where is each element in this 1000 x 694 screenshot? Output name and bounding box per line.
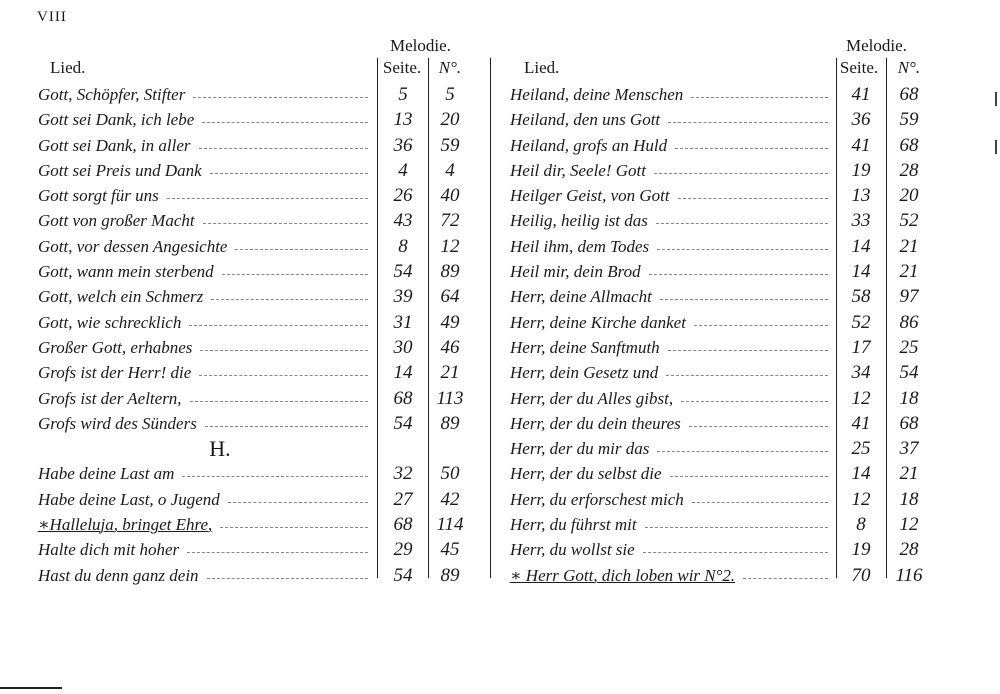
- index-row: [508, 183, 948, 208]
- index-column-right: [508, 34, 948, 588]
- hymn-title: Hast du denn ganz dein: [38, 565, 199, 585]
- hymn-title: Herr, du wollst sie: [510, 540, 635, 560]
- page-ref: 14: [851, 261, 871, 283]
- index-row: [36, 107, 474, 132]
- hymn-number: 86: [899, 311, 919, 333]
- leader-dots: [200, 350, 368, 351]
- leader-dots: [202, 122, 368, 123]
- no-header: N°.: [438, 58, 462, 77]
- hymn-number: 68: [899, 134, 919, 156]
- leader-dots: [743, 578, 828, 579]
- hymn-title: Gott, vor dessen Angesichte: [38, 236, 228, 256]
- leader-dots: [222, 274, 368, 275]
- index-row: [36, 563, 474, 588]
- index-row: [508, 411, 948, 436]
- hymn-number: 116: [895, 564, 923, 586]
- leader-dots: [228, 502, 368, 503]
- leader-dots: [681, 401, 828, 402]
- hymn-number: 68: [899, 84, 919, 105]
- leader-dots: [205, 426, 368, 427]
- hymn-title: Heil dir, Seele! Gott: [510, 160, 646, 180]
- leader-dots: [654, 173, 828, 174]
- page-ref: 52: [851, 311, 871, 333]
- hymn-title: Heilig, heilig ist das: [510, 211, 648, 231]
- index-row: [508, 158, 948, 183]
- page-ref: 58: [851, 286, 871, 308]
- hymn-number: 50: [440, 463, 460, 485]
- page-ref: 41: [851, 84, 871, 105]
- page-ref: 68: [393, 387, 413, 409]
- hymn-title: Herr, deine Allmacht: [510, 287, 652, 307]
- leader-dots: [189, 325, 368, 326]
- hymn-title: Gott, Schöpfer, Stifter: [38, 85, 186, 104]
- hymn-title: Herr, deine Kirche danket: [510, 312, 686, 332]
- hymn-number: 28: [899, 539, 919, 561]
- hymn-title: Gott sei Preis und Dank: [38, 160, 202, 180]
- hymn-number: 113: [436, 387, 464, 409]
- hymn-number: 4: [445, 159, 455, 181]
- page-ref: 54: [393, 261, 413, 283]
- leader-dots: [691, 97, 828, 98]
- section-row: [36, 436, 474, 461]
- footer-rule: [0, 687, 62, 689]
- hymn-title: Gott von großer Macht: [38, 211, 195, 231]
- leader-dots: [199, 375, 368, 376]
- column-rule: [377, 58, 378, 578]
- page-ref: 12: [851, 488, 871, 510]
- index-row: [36, 360, 474, 385]
- hymn-number: 89: [440, 412, 460, 434]
- hymn-title: Grofs ist der Aeltern,: [38, 388, 182, 408]
- hymn-title: Halte dich mit hoher: [38, 540, 180, 560]
- hymn-number: 42: [440, 488, 460, 510]
- lied-header: Lied.: [524, 58, 560, 77]
- leader-dots: [220, 527, 368, 528]
- hymn-title: Heilger Geist, von Gott: [510, 186, 670, 206]
- entry-list-right: [508, 82, 948, 588]
- lied-header: Lied.: [50, 58, 86, 77]
- hymn-number: 18: [899, 387, 919, 409]
- page-ref: 31: [393, 311, 413, 333]
- leader-dots: [666, 375, 828, 376]
- hymn-title: Grofs ist der Herr! die: [38, 363, 192, 383]
- column-rule: [490, 58, 491, 578]
- seite-header: Seite.: [839, 58, 879, 77]
- hymn-number: 89: [440, 564, 460, 586]
- hymn-title: Gott, welch ein Schmerz: [38, 287, 204, 307]
- leader-dots: [643, 552, 828, 553]
- hymn-number: 37: [899, 438, 919, 460]
- page-ref: 14: [393, 362, 413, 384]
- hymn-title: Heiland, den uns Gott: [510, 110, 661, 130]
- index-row: [508, 487, 948, 512]
- index-row: [508, 461, 948, 486]
- index-row: [508, 284, 948, 309]
- page-ref: 32: [393, 463, 413, 485]
- leader-dots: [182, 476, 368, 477]
- page-ref: 41: [851, 134, 871, 156]
- hymn-title: Herr, der du selbst die: [510, 464, 662, 484]
- hymn-number: 40: [440, 185, 460, 207]
- leader-dots: [190, 401, 368, 402]
- hymn-title: Großer Gott, erhabnes: [38, 337, 193, 357]
- page-ref: 8: [856, 514, 866, 536]
- hymn-number: 54: [899, 362, 919, 384]
- page-ref: 25: [851, 438, 871, 460]
- hymn-number: 12: [440, 235, 460, 257]
- hymn-title: Gott sorgt für uns: [38, 186, 159, 206]
- index-row: [508, 436, 948, 461]
- leader-dots: [203, 223, 368, 224]
- leader-dots: [649, 274, 828, 275]
- page-ref: 19: [851, 159, 871, 181]
- hymn-title: Herr, deine Sanftmuth: [510, 337, 660, 357]
- leader-dots: [199, 148, 368, 149]
- leader-dots: [678, 198, 828, 199]
- page-ref: 33: [851, 210, 871, 232]
- index-row: [508, 259, 948, 284]
- index-row: [508, 386, 948, 411]
- page-number: VIII: [37, 9, 67, 25]
- hymn-title: Gott, wann mein sterbend: [38, 262, 214, 282]
- hymn-title: Habe deine Last, o Jugend: [38, 489, 220, 509]
- index-row: [36, 158, 474, 183]
- index-row: [36, 310, 474, 335]
- page-ref: 70: [851, 564, 871, 586]
- index-row: [36, 133, 474, 158]
- leader-dots: [211, 299, 368, 300]
- index-row: [36, 411, 474, 436]
- edge-mark: [995, 92, 997, 106]
- index-row: [36, 183, 474, 208]
- hymn-title: Grofs wird des Sünders: [38, 413, 197, 433]
- hymn-number: 97: [899, 286, 919, 308]
- index-row: [508, 512, 948, 537]
- hymn-number: 25: [899, 336, 919, 358]
- index-row: [36, 208, 474, 233]
- leader-dots: [660, 299, 828, 300]
- hymn-title: Gott sei Dank, in aller: [38, 135, 191, 155]
- hymn-number: 21: [899, 463, 919, 485]
- hymn-number: 59: [899, 109, 919, 131]
- column-header-left: [36, 34, 474, 82]
- hymn-number: 21: [440, 362, 460, 384]
- hymn-title: Heil ihm, dem Todes: [510, 236, 650, 256]
- leader-dots: [657, 249, 828, 250]
- index-row: [36, 461, 474, 486]
- index-row: [36, 335, 474, 360]
- page-ref: 27: [393, 488, 413, 510]
- index-row: [508, 537, 948, 562]
- column-rule: [886, 58, 887, 578]
- leader-dots: [657, 451, 828, 452]
- leader-dots: [210, 173, 368, 174]
- hymn-title: Herr, der du Alles gibst,: [510, 388, 674, 408]
- hymn-title: ∗Halleluja, bringet Ehre,: [38, 515, 213, 535]
- hymn-title: Herr, du erforschest mich: [510, 489, 684, 509]
- hymn-number: 45: [440, 539, 460, 561]
- hymn-number: 5: [445, 84, 455, 105]
- leader-dots: [207, 578, 368, 579]
- index-row: [508, 563, 948, 588]
- index-row: [36, 82, 474, 107]
- page-ref: 8: [398, 235, 408, 257]
- hymn-title: Heiland, deine Menschen: [510, 85, 684, 104]
- index-row: [508, 335, 948, 360]
- hymn-title: Herr, der du dein theures: [510, 413, 681, 433]
- entry-list-left: [36, 82, 474, 588]
- leader-dots: [670, 476, 828, 477]
- hymn-number: 18: [899, 488, 919, 510]
- page-ref: 19: [851, 539, 871, 561]
- hymn-title: Habe deine Last am: [38, 464, 175, 484]
- melodie-header: Melodie.: [846, 36, 907, 55]
- index-row: [36, 234, 474, 259]
- hymn-number: 114: [436, 514, 464, 536]
- hymn-number: 68: [899, 412, 919, 434]
- page-ref: 43: [393, 210, 413, 232]
- leader-dots: [187, 552, 368, 553]
- hymn-number: 21: [899, 261, 919, 283]
- index-row: [508, 82, 948, 107]
- leader-dots: [692, 502, 828, 503]
- page-ref: 30: [393, 336, 413, 358]
- index-row: [36, 537, 474, 562]
- seite-header: Seite.: [382, 58, 422, 77]
- leader-dots: [668, 350, 828, 351]
- index-row: [508, 208, 948, 233]
- page-ref: 54: [393, 412, 413, 434]
- hymn-title: Gott sei Dank, ich lebe: [38, 110, 195, 130]
- hymn-title: Herr, du führst mit: [510, 515, 637, 535]
- page-ref: 13: [851, 185, 871, 207]
- page-ref: 41: [851, 412, 871, 434]
- page-ref: 26: [393, 185, 413, 207]
- hymn-number: 21: [899, 235, 919, 257]
- leader-dots: [235, 249, 368, 250]
- page-ref: 39: [393, 286, 413, 308]
- page-ref: 14: [851, 235, 871, 257]
- index-row: [508, 310, 948, 335]
- page-ref: 17: [851, 336, 871, 358]
- hymn-number: 64: [440, 286, 460, 308]
- hymn-title: Heiland, grofs an Huld: [510, 135, 668, 155]
- hymn-number: 20: [440, 109, 460, 131]
- index-row: [508, 133, 948, 158]
- page-ref: 68: [393, 514, 413, 536]
- column-rule: [836, 58, 837, 578]
- index-row: [508, 107, 948, 132]
- leader-dots: [694, 325, 828, 326]
- page-ref: 54: [393, 564, 413, 586]
- index-row: [508, 234, 948, 259]
- hymn-number: 72: [440, 210, 460, 232]
- page-ref: 34: [851, 362, 871, 384]
- index-row: [36, 259, 474, 284]
- hymn-number: 46: [440, 336, 460, 358]
- index-row: [36, 284, 474, 309]
- hymn-number: 28: [899, 159, 919, 181]
- section-letter: H.: [209, 436, 231, 462]
- column-rule: [428, 58, 429, 578]
- hymn-title: Heil mir, dein Brod: [510, 262, 641, 282]
- hymn-number: 20: [899, 185, 919, 207]
- leader-dots: [645, 527, 828, 528]
- index-row: [36, 512, 474, 537]
- leader-dots: [689, 426, 828, 427]
- page-ref: 29: [393, 539, 413, 561]
- page-ref: 36: [393, 134, 413, 156]
- leader-dots: [193, 97, 368, 98]
- index-row: [508, 360, 948, 385]
- leader-dots: [167, 198, 368, 199]
- index-column-left: [36, 34, 474, 588]
- no-header: N°.: [897, 58, 921, 77]
- page-ref: 13: [393, 109, 413, 131]
- hymn-number: 89: [440, 261, 460, 283]
- leader-dots: [668, 122, 828, 123]
- melodie-header: Melodie.: [390, 36, 451, 55]
- hymn-number: 59: [440, 134, 460, 156]
- hymn-title: Herr, der du mir das: [510, 439, 650, 459]
- page-ref: 5: [398, 84, 408, 105]
- page-ref: 36: [851, 109, 871, 131]
- hymn-title: Gott, wie schrecklich: [38, 312, 182, 332]
- page-ref: 12: [851, 387, 871, 409]
- index-row: [36, 386, 474, 411]
- leader-dots: [675, 148, 828, 149]
- hymn-title: ∗ Herr Gott, dich loben wir N°2.: [510, 565, 736, 585]
- page-ref: 14: [851, 463, 871, 485]
- hymn-title: Herr, dein Gesetz und: [510, 363, 659, 383]
- leader-dots: [656, 223, 828, 224]
- index-row: [36, 487, 474, 512]
- hymn-number: 52: [899, 210, 919, 232]
- hymn-number: 12: [899, 514, 919, 536]
- edge-mark: [995, 140, 997, 154]
- hymn-number: 49: [440, 311, 460, 333]
- page-ref: 4: [398, 159, 408, 181]
- column-header-right: [508, 34, 948, 82]
